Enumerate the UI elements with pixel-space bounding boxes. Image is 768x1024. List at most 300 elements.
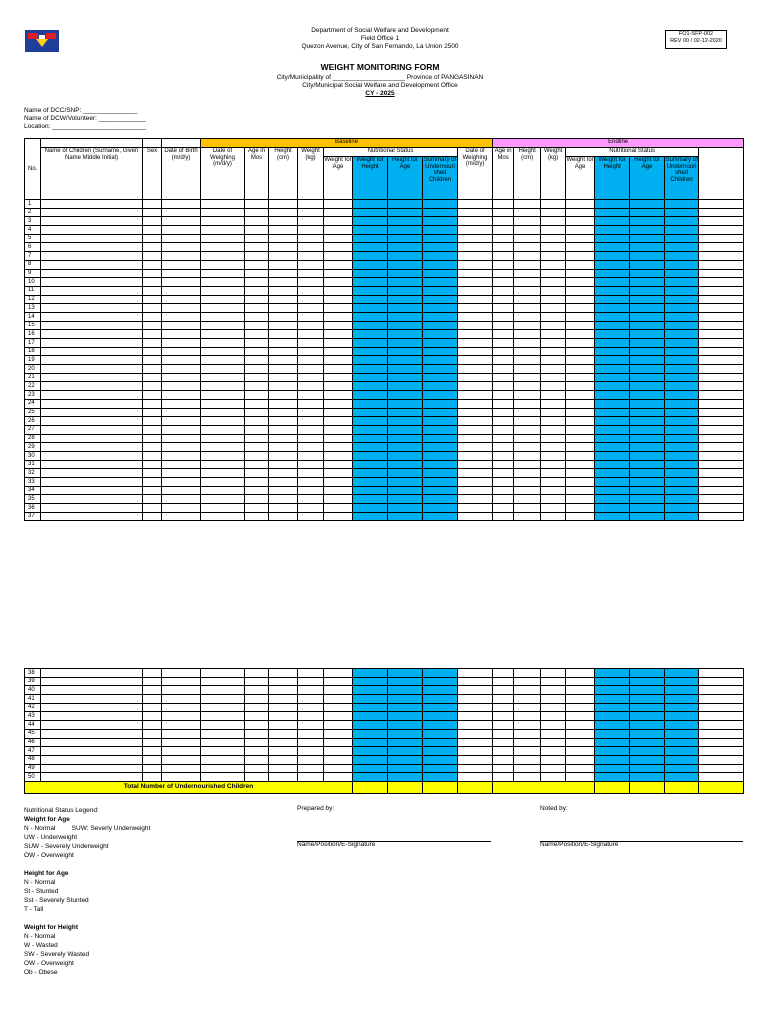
table-cell[interactable] [566,764,595,773]
table-cell[interactable] [201,373,245,382]
table-cell[interactable] [423,460,458,469]
table-cell[interactable] [514,252,541,261]
table-cell[interactable] [269,417,298,426]
table-cell[interactable] [41,356,143,365]
table-cell[interactable] [458,504,493,513]
table-cell[interactable] [245,260,269,269]
table-cell[interactable] [423,738,458,747]
table-cell[interactable] [665,486,699,495]
table-cell[interactable] [458,747,493,756]
table-cell[interactable] [298,226,324,235]
table-cell[interactable] [41,243,143,252]
table-cell[interactable] [665,495,699,504]
table-cell[interactable] [541,495,566,504]
table-cell[interactable] [514,260,541,269]
table-cell[interactable] [566,451,595,460]
table-cell[interactable] [458,486,493,495]
table-cell[interactable] [423,451,458,460]
table-cell[interactable] [162,234,201,243]
table-cell[interactable] [388,764,423,773]
table-cell[interactable] [41,669,143,678]
table-cell[interactable] [298,339,324,348]
table-cell[interactable] [298,208,324,217]
table-cell[interactable] [665,703,699,712]
table-cell[interactable] [41,391,143,400]
table-cell[interactable] [595,495,630,504]
table-cell[interactable] [493,304,514,313]
table-cell[interactable] [541,721,566,730]
table-cell[interactable] [493,443,514,452]
table-cell[interactable] [493,295,514,304]
table-cell[interactable] [423,373,458,382]
table-cell[interactable] [245,339,269,348]
table-cell[interactable] [514,764,541,773]
table-cell[interactable] [566,365,595,374]
table-cell[interactable] [630,721,665,730]
table-cell[interactable] [353,669,388,678]
table-cell[interactable] [162,347,201,356]
table-cell[interactable] [423,321,458,330]
table-cell[interactable] [699,365,744,374]
table-cell[interactable] [595,712,630,721]
table-cell[interactable] [388,347,423,356]
table-cell[interactable] [566,269,595,278]
table-cell[interactable] [201,208,245,217]
table-cell[interactable] [541,755,566,764]
table-cell[interactable] [423,417,458,426]
table-cell[interactable] [201,304,245,313]
table-cell[interactable] [566,339,595,348]
table-cell[interactable] [665,729,699,738]
table-cell[interactable] [143,234,162,243]
table-cell[interactable] [541,226,566,235]
table-cell[interactable] [566,773,595,782]
table-cell[interactable] [514,677,541,686]
table-cell[interactable] [245,721,269,730]
table-cell[interactable] [541,252,566,261]
table-cell[interactable] [665,278,699,287]
table-cell[interactable] [541,269,566,278]
table-cell[interactable] [324,347,353,356]
table-cell[interactable] [595,356,630,365]
table-cell[interactable] [388,669,423,678]
table-cell[interactable] [201,321,245,330]
table-cell[interactable] [388,356,423,365]
table-cell[interactable] [41,512,143,521]
table-cell[interactable] [201,764,245,773]
table-cell[interactable] [269,269,298,278]
table-cell[interactable] [269,347,298,356]
table-cell[interactable] [269,486,298,495]
table-cell[interactable] [699,451,744,460]
table-cell[interactable] [665,312,699,321]
table-cell[interactable] [493,399,514,408]
table-cell[interactable] [493,469,514,478]
table-cell[interactable] [162,669,201,678]
table-cell[interactable] [324,495,353,504]
table-cell[interactable] [630,382,665,391]
table-cell[interactable] [630,703,665,712]
table-cell[interactable] [493,382,514,391]
table-cell[interactable] [324,365,353,374]
table-cell[interactable] [353,208,388,217]
table-cell[interactable] [143,217,162,226]
table-cell[interactable] [423,226,458,235]
table-cell[interactable] [541,729,566,738]
table-cell[interactable] [388,469,423,478]
table-cell[interactable] [699,504,744,513]
table-cell[interactable] [143,755,162,764]
table-cell[interactable] [566,495,595,504]
table-cell[interactable] [493,243,514,252]
table-cell[interactable] [298,286,324,295]
table-cell[interactable] [458,321,493,330]
table-cell[interactable] [201,703,245,712]
table-cell[interactable] [324,703,353,712]
table-cell[interactable] [514,200,541,209]
table-cell[interactable] [514,712,541,721]
table-cell[interactable] [514,321,541,330]
table-cell[interactable] [423,425,458,434]
table-cell[interactable] [423,469,458,478]
table-cell[interactable] [630,269,665,278]
table-cell[interactable] [595,695,630,704]
table-cell[interactable] [201,339,245,348]
table-cell[interactable] [41,721,143,730]
table-cell[interactable] [388,252,423,261]
table-cell[interactable] [630,365,665,374]
table-cell[interactable] [201,234,245,243]
table-cell[interactable] [143,764,162,773]
table-cell[interactable] [665,200,699,209]
table-cell[interactable] [699,295,744,304]
table-cell[interactable] [143,200,162,209]
table-cell[interactable] [514,226,541,235]
table-cell[interactable] [665,669,699,678]
table-cell[interactable] [201,200,245,209]
table-cell[interactable] [630,295,665,304]
table-cell[interactable] [245,729,269,738]
table-cell[interactable] [493,764,514,773]
table-cell[interactable] [388,773,423,782]
table-cell[interactable] [595,764,630,773]
table-cell[interactable] [324,269,353,278]
table-cell[interactable] [423,304,458,313]
table-cell[interactable] [269,443,298,452]
table-cell[interactable] [298,417,324,426]
table-cell[interactable] [458,304,493,313]
table-cell[interactable] [298,425,324,434]
table-cell[interactable] [162,365,201,374]
table-cell[interactable] [201,695,245,704]
table-cell[interactable] [324,417,353,426]
table-cell[interactable] [458,495,493,504]
table-cell[interactable] [566,217,595,226]
table-cell[interactable] [41,286,143,295]
table-cell[interactable] [143,469,162,478]
table-cell[interactable] [143,373,162,382]
table-cell[interactable] [423,217,458,226]
table-cell[interactable] [458,382,493,391]
table-cell[interactable] [566,347,595,356]
table-cell[interactable] [566,286,595,295]
table-cell[interactable] [298,755,324,764]
table-cell[interactable] [665,365,699,374]
table-cell[interactable] [630,773,665,782]
table-cell[interactable] [388,504,423,513]
table-cell[interactable] [423,347,458,356]
table-cell[interactable] [41,773,143,782]
table-cell[interactable] [143,365,162,374]
dcw-name-field[interactable]: Name of DCW/Volunteer: _____________ [24,115,146,122]
table-cell[interactable] [665,504,699,513]
table-cell[interactable] [630,755,665,764]
table-cell[interactable] [566,252,595,261]
table-cell[interactable] [143,738,162,747]
table-cell[interactable] [162,269,201,278]
table-cell[interactable] [699,425,744,434]
table-cell[interactable] [630,330,665,339]
table-cell[interactable] [699,677,744,686]
table-cell[interactable] [665,373,699,382]
table-cell[interactable] [388,295,423,304]
table-cell[interactable] [514,495,541,504]
table-cell[interactable] [699,703,744,712]
table-cell[interactable] [269,312,298,321]
table-cell[interactable] [353,460,388,469]
table-cell[interactable] [353,755,388,764]
table-cell[interactable] [245,208,269,217]
table-cell[interactable] [699,408,744,417]
table-cell[interactable] [269,200,298,209]
table-cell[interactable] [269,339,298,348]
table-cell[interactable] [699,738,744,747]
table-cell[interactable] [630,478,665,487]
table-cell[interactable] [143,417,162,426]
table-cell[interactable] [201,512,245,521]
table-cell[interactable] [298,729,324,738]
table-cell[interactable] [665,712,699,721]
table-cell[interactable] [566,312,595,321]
table-cell[interactable] [541,686,566,695]
table-cell[interactable] [630,712,665,721]
table-cell[interactable] [699,399,744,408]
table-cell[interactable] [353,764,388,773]
table-cell[interactable] [298,365,324,374]
table-cell[interactable] [493,208,514,217]
table-cell[interactable] [423,200,458,209]
table-cell[interactable] [41,347,143,356]
table-cell[interactable] [41,677,143,686]
table-cell[interactable] [541,703,566,712]
table-cell[interactable] [269,469,298,478]
table-cell[interactable] [353,486,388,495]
table-cell[interactable] [245,451,269,460]
table-cell[interactable] [41,208,143,217]
table-cell[interactable] [595,269,630,278]
table-cell[interactable] [630,252,665,261]
table-cell[interactable] [423,712,458,721]
table-cell[interactable] [162,443,201,452]
table-cell[interactable] [143,330,162,339]
table-cell[interactable] [388,304,423,313]
table-cell[interactable] [699,304,744,313]
table-cell[interactable] [493,278,514,287]
table-cell[interactable] [423,269,458,278]
table-cell[interactable] [245,512,269,521]
table-cell[interactable] [493,721,514,730]
table-cell[interactable] [595,200,630,209]
table-cell[interactable] [595,339,630,348]
table-cell[interactable] [493,339,514,348]
table-cell[interactable] [353,260,388,269]
table-cell[interactable] [41,434,143,443]
table-cell[interactable] [269,451,298,460]
table-cell[interactable] [630,469,665,478]
table-cell[interactable] [324,686,353,695]
table-cell[interactable] [388,278,423,287]
table-cell[interactable] [514,339,541,348]
table-cell[interactable] [458,330,493,339]
table-cell[interactable] [699,686,744,695]
table-cell[interactable] [630,347,665,356]
table-cell[interactable] [245,434,269,443]
table-cell[interactable] [541,443,566,452]
table-cell[interactable] [541,425,566,434]
table-cell[interactable] [388,738,423,747]
table-cell[interactable] [201,686,245,695]
table-cell[interactable] [162,738,201,747]
table-cell[interactable] [201,252,245,261]
table-cell[interactable] [162,226,201,235]
table-cell[interactable] [324,200,353,209]
table-cell[interactable] [324,729,353,738]
table-cell[interactable] [324,478,353,487]
table-cell[interactable] [162,208,201,217]
table-cell[interactable] [566,486,595,495]
table-cell[interactable] [353,677,388,686]
table-cell[interactable] [353,347,388,356]
table-cell[interactable] [353,399,388,408]
table-cell[interactable] [245,443,269,452]
table-cell[interactable] [269,729,298,738]
table-cell[interactable] [514,512,541,521]
table-cell[interactable] [458,295,493,304]
table-cell[interactable] [699,443,744,452]
table-cell[interactable] [665,451,699,460]
table-cell[interactable] [541,399,566,408]
table-cell[interactable] [541,243,566,252]
table-cell[interactable] [493,729,514,738]
table-cell[interactable] [566,304,595,313]
table-cell[interactable] [298,243,324,252]
table-cell[interactable] [298,695,324,704]
table-cell[interactable] [143,747,162,756]
table-cell[interactable] [699,208,744,217]
table-cell[interactable] [514,347,541,356]
table-cell[interactable] [162,278,201,287]
table-cell[interactable] [201,391,245,400]
table-cell[interactable] [595,373,630,382]
table-cell[interactable] [630,260,665,269]
table-cell[interactable] [630,669,665,678]
table-cell[interactable] [665,269,699,278]
table-cell[interactable] [269,686,298,695]
table-cell[interactable] [493,451,514,460]
table-cell[interactable] [388,321,423,330]
table-cell[interactable] [324,260,353,269]
table-cell[interactable] [630,434,665,443]
table-cell[interactable] [162,356,201,365]
table-cell[interactable] [541,286,566,295]
table-cell[interactable] [388,373,423,382]
table-cell[interactable] [143,434,162,443]
table-cell[interactable] [630,234,665,243]
table-cell[interactable] [458,391,493,400]
table-cell[interactable] [143,312,162,321]
table-cell[interactable] [353,495,388,504]
table-cell[interactable] [566,295,595,304]
table-cell[interactable] [143,269,162,278]
table-cell[interactable] [458,443,493,452]
table-cell[interactable] [665,347,699,356]
table-cell[interactable] [298,443,324,452]
table-cell[interactable] [458,200,493,209]
table-cell[interactable] [595,460,630,469]
table-cell[interactable] [201,773,245,782]
table-cell[interactable] [458,478,493,487]
table-cell[interactable] [353,234,388,243]
table-cell[interactable] [353,252,388,261]
table-cell[interactable] [514,686,541,695]
table-cell[interactable] [298,408,324,417]
table-cell[interactable] [353,382,388,391]
table-cell[interactable] [201,417,245,426]
table-cell[interactable] [201,312,245,321]
table-cell[interactable] [201,443,245,452]
table-cell[interactable] [423,234,458,243]
table-cell[interactable] [201,399,245,408]
table-cell[interactable] [41,703,143,712]
table-cell[interactable] [324,321,353,330]
table-cell[interactable] [41,460,143,469]
table-cell[interactable] [353,286,388,295]
table-cell[interactable] [324,738,353,747]
table-cell[interactable] [143,443,162,452]
table-cell[interactable] [566,330,595,339]
table-cell[interactable] [162,217,201,226]
table-cell[interactable] [514,391,541,400]
table-cell[interactable] [630,695,665,704]
table-cell[interactable] [595,729,630,738]
table-cell[interactable] [595,321,630,330]
table-cell[interactable] [665,321,699,330]
table-cell[interactable] [493,330,514,339]
table-cell[interactable] [201,365,245,374]
table-cell[interactable] [493,755,514,764]
table-cell[interactable] [269,755,298,764]
table-cell[interactable] [493,234,514,243]
table-cell[interactable] [630,417,665,426]
table-cell[interactable] [388,382,423,391]
table-cell[interactable] [493,200,514,209]
table-cell[interactable] [269,764,298,773]
table-cell[interactable] [388,512,423,521]
table-cell[interactable] [595,773,630,782]
table-cell[interactable] [514,243,541,252]
table-cell[interactable] [162,417,201,426]
table-cell[interactable] [566,478,595,487]
